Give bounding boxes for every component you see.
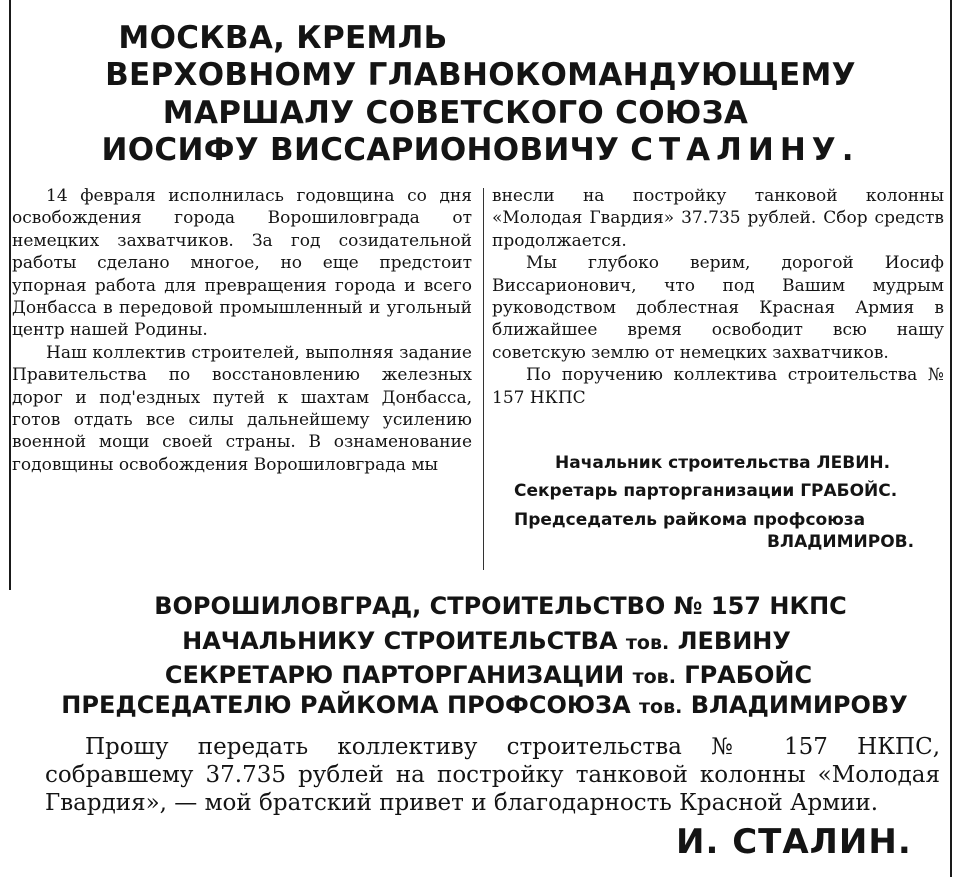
address-title: НАЧАЛЬНИКУ СТРОИТЕЛЬСТВА xyxy=(182,627,618,655)
address-tov: тов. xyxy=(639,696,683,718)
telegram-paragraph: По поручению коллектива строительства № 157 НКПС xyxy=(492,365,944,408)
address-name: ВЛАДИМИРОВУ xyxy=(690,691,908,719)
telegram-heading-line-4 xyxy=(0,132,961,168)
telegram-heading-line-1: МОСКВА, КРЕМЛЬ xyxy=(118,20,448,56)
telegram-column-left xyxy=(12,185,472,476)
telegram-paragraph: Мы глубоко верим, дорогой Иосиф Виссарионович, что под Вашим мудрым руководством доблестная Красная Армия в ближайшее время освободит всю нашу советскую землю от немецких захватчиков. xyxy=(492,253,944,363)
telegram-paragraph: 14 февраля исполнилась годовщина со дня освобождения города Ворошиловграда от немецких захватчиков. За год созидательной работы сделано многое, но еще предстоит упорная работа для превращения города и всего Донбасса в передовой промышленный и угольный центр нашей Родины. xyxy=(12,186,472,341)
telegram-paragraph: внесли на постройку танковой колонны «Молодая Гвардия» 37.735 рублей. Сбор средств продолжается. xyxy=(492,186,944,251)
reply-address-line-1: ВОРОШИЛОВГРАД, СТРОИТЕЛЬСТВО № 157 НКПС xyxy=(154,592,847,620)
address-name: ГРАБОЙС xyxy=(684,661,813,689)
column-divider xyxy=(483,188,484,570)
signature-union-chairman-name: ВЛАДИМИРОВ. xyxy=(767,532,915,552)
reply-paragraph: Прошу передать коллективу строительства № 157 НКПС, собравшему 37.735 рублей на постройку танковой колонны «Молодая Гвардия», — мой братский привет и благодарность Красной Армии. xyxy=(45,734,940,816)
address-name: ЛЕВИНУ xyxy=(677,627,791,655)
addressee-surname: СТАЛИНУ. xyxy=(630,132,860,168)
address-title: СЕКРЕТАРЮ ПАРТОРГАНИЗАЦИИ xyxy=(164,661,625,689)
reply-address-line-4 xyxy=(4,691,961,719)
address-tov: тов. xyxy=(625,632,670,654)
reply-address-line-2 xyxy=(6,627,961,655)
reply-signature: И. СТАЛИН. xyxy=(676,822,912,862)
telegram-heading-line-3: МАРШАЛУ СОВЕТСКОГО СОЮЗА xyxy=(162,95,749,131)
address-title: ПРЕДСЕДАТЕЛЮ РАЙКОМА ПРОФСОЮЗА xyxy=(61,691,631,719)
addressee-name: ИОСИФУ ВИССАРИОНОВИЧУ xyxy=(101,132,620,168)
signature-party-secretary: Секретарь парторганизации ГРАБОЙС. xyxy=(514,481,898,501)
reply-body xyxy=(45,733,940,817)
telegram-paragraph: Наш коллектив строителей, выполняя задание Правительства по восстановлению железных дорог и под'ездных путей к шахтам Донбасса, готов отдать все силы дальнейшему усилению военной мощи своей страны. В ознаменование годовщины освобождения Ворошиловграда мы xyxy=(12,342,472,475)
telegram-heading-line-2: ВЕРХОВНОМУ ГЛАВНОКОМАНДУЮЩЕМУ xyxy=(105,57,856,93)
reply-address-line-3 xyxy=(8,661,961,689)
signature-head-of-construction: Начальник строительства ЛЕВИН. xyxy=(555,453,891,473)
signature-union-chairman-title: Председатель райкома профсоюза xyxy=(514,510,866,530)
telegram-column-right xyxy=(492,185,944,409)
address-tov: тов. xyxy=(632,666,676,688)
